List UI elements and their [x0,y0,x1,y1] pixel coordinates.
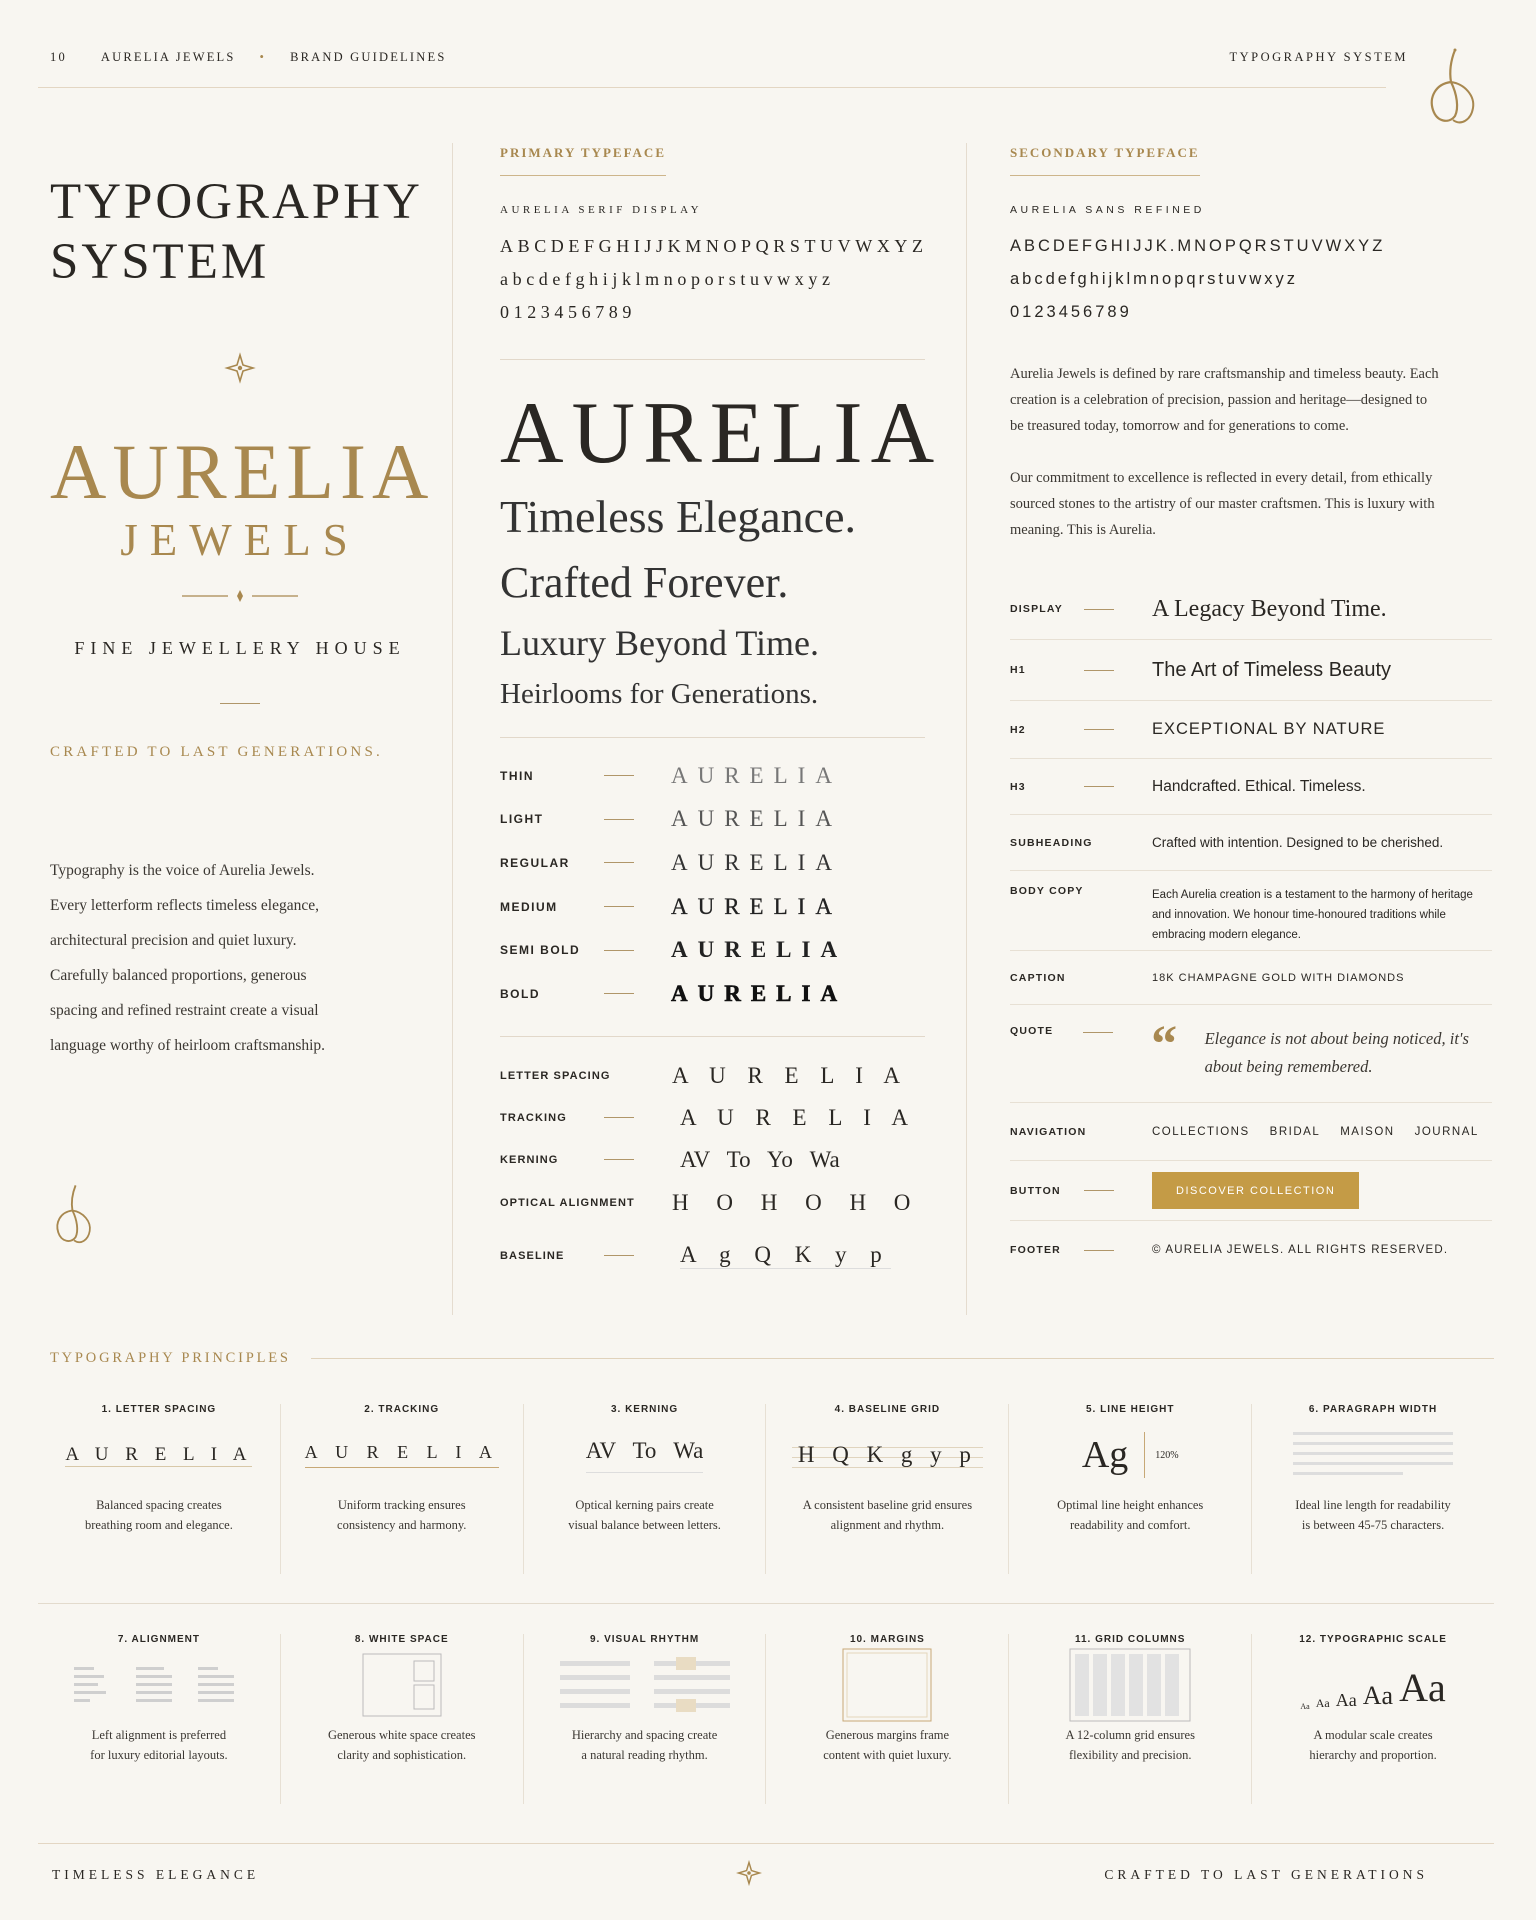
technique-sample: A U R E L I A [680,1104,917,1130]
principle-desc: Optical kerning pairs create [575,1498,714,1512]
principle-desc: is between 45-75 characters. [1301,1518,1445,1532]
scale-step: Aa [1300,1702,1310,1711]
weight-label: BOLD [500,986,540,1001]
nav-link-journal[interactable]: JOURNAL [1414,1125,1479,1138]
display-line-3: Luxury Beyond Time. [500,623,820,663]
page-number: 10 [50,50,67,64]
principle-desc: readability and comfort. [1070,1518,1191,1532]
brand-name: AURELIA [50,428,435,515]
section-rule [500,359,925,360]
page-header [50,50,1486,90]
page-title-line1: TYPOGRAPHY [50,174,423,230]
scale-step: Aa [1335,1690,1357,1710]
glyphs-digits: 0123456789 [500,302,636,322]
spec-label: NAVIGATION [1010,1125,1087,1138]
monogram-icon [52,1183,96,1249]
technique-label: OPTICAL ALIGNMENT [500,1196,635,1209]
weight-row [500,972,925,1016]
principle-title: 7. ALIGNMENT [117,1634,200,1645]
weight-label: REGULAR [500,855,570,870]
page-title [50,172,430,292]
spec-label: SUBHEADING [1010,836,1093,849]
weight-sample: AURELIA [671,762,842,788]
weight-label: THIN [500,768,534,783]
principle-card [765,1404,1008,1574]
left-column [50,160,435,1253]
glyphs-digits: 0123456789 [1010,303,1132,321]
quote-mark-icon: “ [1151,1016,1178,1073]
spec-sample: Crafted with intention. Designed to be cherished. [1152,835,1444,850]
principle-desc: flexibility and precision. [1068,1748,1192,1762]
page-title-line2: SYSTEM [50,234,270,290]
header-divider [38,87,1386,88]
short-rule [220,703,260,704]
glyphs-uppercase: ABCDEFGHIJJKMNOPQRSTUVWXYZ [500,236,928,256]
intro-line: language worthy of heirloom craftsmanship. [50,1037,326,1054]
principle-card [765,1634,1008,1804]
spec-label: H3 [1010,780,1026,793]
spec-row-caption [1010,951,1492,1005]
header-section: BRAND GUIDELINES [290,50,447,64]
footer-right: CRAFTED TO LAST GENERATIONS [1104,1867,1428,1882]
spec-row-subheading [1010,815,1492,871]
footer-left: TIMELESS ELEGANCE [52,1867,260,1882]
brand-paragraph-2: Our commitment to excellence is reflected in every detail, from ethically sourced stones to the artistry of our master craftsmen. This is luxury with meaning. This is Aurelia. [1010,470,1435,538]
weight-row [500,754,925,798]
principle-title: 10. MARGINS [849,1634,925,1645]
display-line-1: Timeless Elegance. [500,491,857,542]
principle-title: 8. WHITE SPACE [354,1634,449,1645]
nav-link-maison[interactable]: MAISON [1340,1125,1395,1138]
grid-columns-icon [1009,1645,1251,1725]
header-brand: AURELIA JEWELS [100,50,236,64]
principle-title: 1. LETTER SPACING [101,1404,217,1415]
principles-heading: TYPOGRAPHY PRINCIPLES [50,1350,291,1366]
weight-row [500,885,925,929]
principle-title: 2. TRACKING [364,1404,440,1415]
principle-desc: Balanced spacing creates [96,1498,222,1512]
spec-label: DISPLAY [1010,603,1063,615]
principle-card [523,1404,766,1574]
spec-label: FOOTER [1010,1244,1061,1256]
scale-step: Aa [1315,1696,1330,1710]
technique-row [500,1139,925,1181]
technique-sample: H O H O H O [672,1189,922,1215]
display-line-4: Heirlooms for Generations. [500,678,819,710]
weight-sample: AURELIA [671,806,842,832]
principle-desc: alignment and rhythm. [830,1518,945,1532]
principle-desc: visual balance between letters. [568,1518,721,1532]
principle-desc: hierarchy and proportion. [1309,1748,1437,1762]
spec-row-h3 [1010,759,1492,815]
principle-desc: A consistent baseline grid ensures [802,1498,973,1512]
column-divider [966,143,967,1315]
principle-card [38,1634,280,1804]
spec-row-display [1010,579,1492,640]
weight-label: SEMI BOLD [500,943,581,958]
intro-line: Every letterform reflects timeless elegance, [50,897,319,914]
technique-list [500,1055,925,1287]
principle-desc: clarity and sophistication. [337,1748,467,1762]
display-line-2: Crafted Forever. [500,558,789,607]
header-title: TYPOGRAPHY SYSTEM [1229,50,1408,64]
principle-title: 4. BASELINE GRID [834,1404,941,1415]
spec-sample: The Art of Timeless Beauty [1152,658,1391,681]
principle-card [1008,1404,1251,1574]
type-spec-list [1010,579,1492,1279]
spec-sample: Each Aurelia creation is a testament to the harmony of heritage and innovation. We honour time-honoured traditions while embracing modern elegance. [1152,889,1473,941]
technique-sample: A g Q K y p [680,1242,891,1268]
primary-face-name: AURELIA SERIF DISPLAY [500,204,703,216]
technique-sample: A U R E L I A [672,1062,909,1088]
spec-sample: Handcrafted. Ethical. Timeless. [1152,777,1366,795]
principle-desc: Uniform tracking ensures [337,1498,466,1512]
principles-row-2 [38,1634,1494,1804]
spec-row-quote [1010,1005,1492,1103]
principle-title: 9. VISUAL RHYTHM [589,1634,700,1645]
monogram-icon [1425,48,1481,130]
line-height-sample: Ag [1081,1434,1129,1476]
margins-icon [766,1645,1008,1725]
principle-title: 5. LINE HEIGHT [1086,1404,1175,1415]
ornament-diamond-icon [736,1860,762,1886]
spec-row-h2 [1010,701,1492,759]
tagline: FINE JEWELLERY HOUSE [74,638,406,658]
principle-card [280,1634,523,1804]
spec-row-h1 [1010,640,1492,701]
discover-collection-button[interactable]: DISCOVER COLLECTION [1152,1172,1359,1209]
glyphs-uppercase: ABCDEFGHIJJK.MNOPQRSTUVWXYZ [1010,237,1386,255]
spec-label: H1 [1010,664,1026,676]
tracking-sample: A U R E L I A [305,1442,499,1468]
technique-row [500,1097,925,1139]
weight-list [500,754,925,1016]
glyphs-lowercase: abcdefghijklmnoporstuvwxyz [500,269,835,289]
spec-label: BODY COPY [1010,885,1084,897]
spec-sample: A Legacy Beyond Time. [1152,595,1387,622]
section-rule [500,1036,925,1037]
intro-paragraph [50,853,430,1063]
principle-desc: A 12-column grid ensures [1065,1728,1195,1742]
principle-desc: Left alignment is preferred [91,1728,227,1742]
weight-row [500,841,925,885]
principle-card [1251,1634,1494,1804]
spec-sample: EXCEPTIONAL BY NATURE [1152,720,1386,738]
glyph-specimen [500,230,928,329]
technique-label: LETTER SPACING [500,1069,611,1082]
principle-desc: Hierarchy and spacing create [571,1728,718,1742]
principle-card [523,1634,766,1804]
technique-label: KERNING [500,1153,559,1166]
scale-step: Aa [1362,1681,1394,1710]
spec-row-body [1010,871,1492,951]
glyphs-lowercase: abcdefghijklmnopqrstuvwxyz [1010,270,1299,288]
divider-ornament-icon [180,588,300,604]
secondary-typeface-heading: SECONDARY TYPEFACE [1010,145,1200,176]
principle-desc: content with quiet luxury. [823,1748,952,1762]
nav-sample [1152,1126,1479,1138]
principle-desc: consistency and harmony. [337,1518,467,1532]
principle-desc: A modular scale creates [1313,1728,1433,1742]
weight-sample: AURELIA [671,937,848,963]
alignment-icon [38,1645,280,1725]
secondary-face-name: AURELIA SANS REFINED [1010,204,1205,216]
principle-card [1008,1634,1251,1804]
primary-typeface-heading: PRIMARY TYPEFACE [500,145,666,176]
principle-desc: Generous margins frame [825,1728,950,1742]
technique-row [500,1225,925,1287]
principle-desc: Generous white space creates [327,1728,476,1742]
visual-rhythm-icon [524,1645,766,1725]
principle-title: 12. TYPOGRAPHIC SCALE [1299,1634,1447,1645]
weight-sample: AURELIA [671,980,848,1006]
technique-row [500,1181,925,1225]
nav-link-bridal[interactable]: BRIDAL [1269,1125,1321,1138]
principle-desc: breathing room and elegance. [84,1518,233,1532]
principle-card [280,1404,523,1574]
baseline-grid-sample: H Q K g y p [792,1438,983,1472]
weight-row [500,928,925,972]
spec-label: BUTTON [1010,1184,1061,1197]
technique-sample: AV To Yo Wa [680,1146,840,1172]
column-divider [452,143,453,1315]
principle-title: 11. GRID COLUMNS [1074,1634,1186,1645]
principle-card [1251,1404,1494,1574]
principle-desc: Ideal line length for readability [1295,1498,1451,1512]
line-height-note: 120% [1155,1449,1179,1461]
technique-label: TRACKING [500,1111,567,1124]
paragraph-width-icon [1252,1415,1494,1495]
intro-line: spacing and refined restraint create a visual [50,1002,319,1019]
ornament-diamond-icon [224,352,256,384]
spec-row-button [1010,1161,1492,1221]
scale-step: Aa [1399,1665,1446,1710]
principles-row-1 [38,1404,1494,1574]
brand-subname: JEWELS [120,515,360,565]
spec-label: CAPTION [1010,971,1066,984]
technique-label: BASELINE [500,1249,565,1262]
spec-label: H2 [1010,723,1026,736]
principles-header [50,1350,1494,1367]
weight-label: LIGHT [500,812,544,827]
letter-spacing-sample: A U R E L I A [65,1443,253,1465]
intro-line: Typography is the voice of Aurelia Jewels. [50,862,315,879]
header-separator: • [259,50,267,64]
spec-row-navigation [1010,1103,1492,1161]
spec-label: QUOTE [1010,1025,1054,1037]
glyph-specimen [1010,230,1492,329]
principles-row-divider [38,1603,1494,1604]
typographic-scale-sample [1252,1645,1494,1725]
weight-row [500,798,925,842]
display-specimen: AURELIA [500,385,943,482]
white-space-icon [281,1645,523,1725]
spec-row-footer [1010,1221,1492,1279]
technique-row [500,1055,925,1097]
principle-desc: for luxury editorial layouts. [90,1748,228,1762]
crafted-tagline: CRAFTED TO LAST GENERATIONS. [50,744,383,760]
spec-sample: Elegance is not about being noticed, it's about being remembered. [1204,1029,1469,1076]
intro-line: architectural precision and quiet luxury. [50,932,297,949]
weight-sample: AURELIA [671,893,842,919]
secondary-typeface-column [1010,142,1492,1279]
spec-sample: © AURELIA JEWELS. ALL RIGHTS RESERVED. [1152,1244,1449,1256]
weight-label: MEDIUM [500,899,558,914]
spec-sample: 18K CHAMPAGNE GOLD WITH DIAMONDS [1152,971,1405,984]
principle-desc: Optimal line height enhances [1057,1498,1204,1512]
weight-sample: AURELIA [671,849,842,875]
principle-title: 6. PARAGRAPH WIDTH [1308,1404,1438,1415]
nav-link-collections[interactable]: COLLECTIONS [1152,1125,1250,1138]
principle-desc: a natural reading rhythm. [581,1748,708,1762]
footer-divider [38,1843,1494,1844]
section-rule [500,737,925,738]
kerning-sample: AV To Wa [586,1438,704,1473]
principle-title: 3. KERNING [610,1404,679,1415]
intro-line: Carefully balanced proportions, generous [50,967,307,984]
primary-typeface-column [500,142,943,1287]
brand-paragraph-1: Aurelia Jewels is defined by rare craftsmanship and timeless beauty. Each creation is a celebration of precision, passion and heritage—designed to be treasured today, tomorrow and for generations to come. [1010,366,1439,434]
principle-card [38,1404,280,1574]
